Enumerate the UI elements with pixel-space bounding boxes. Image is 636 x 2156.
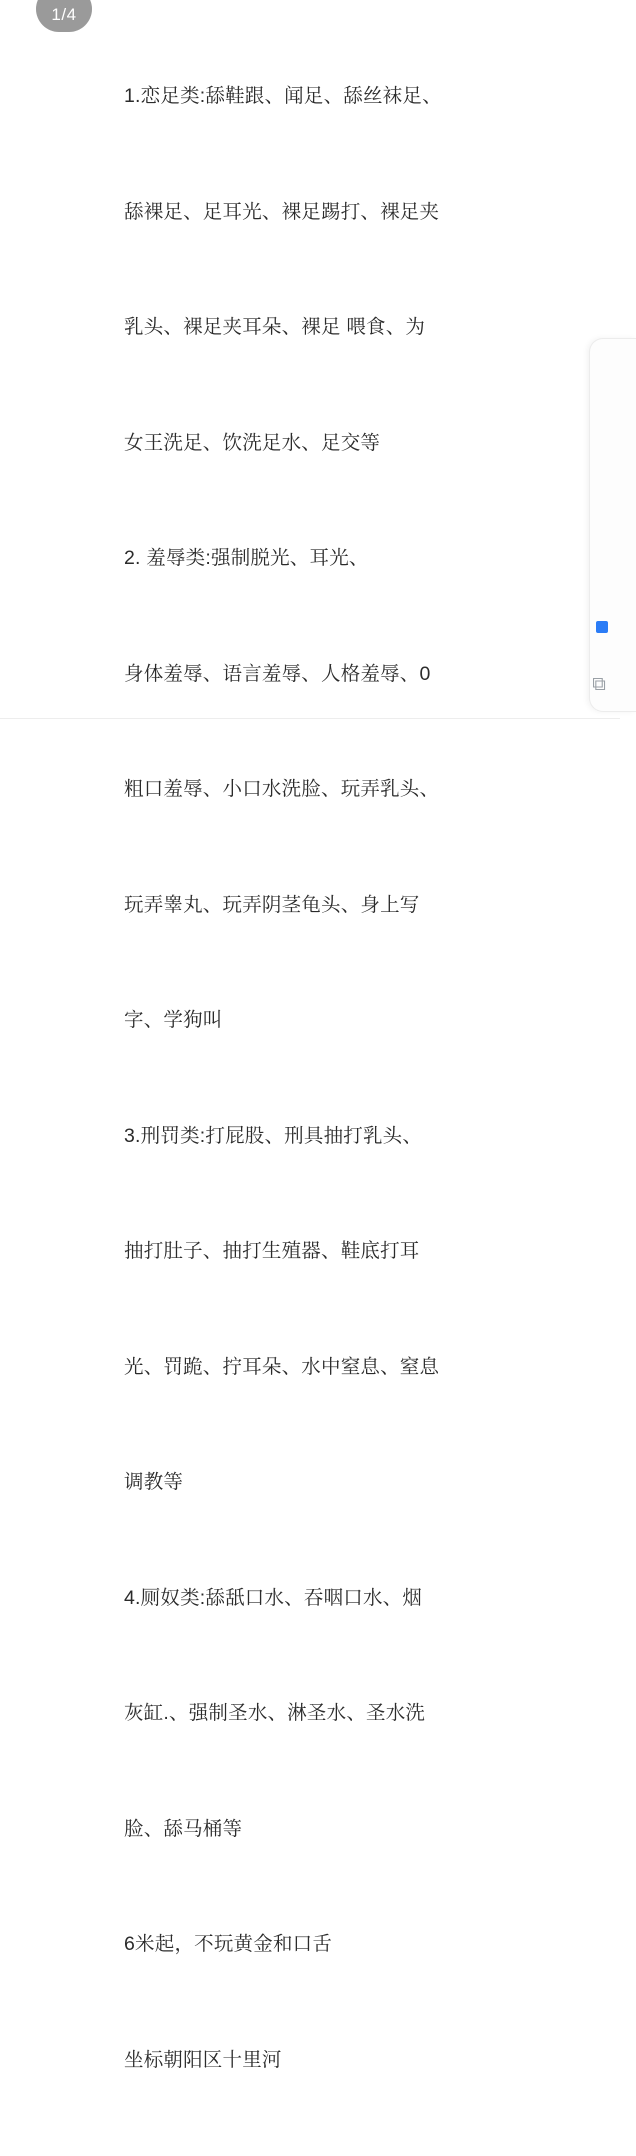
text-line: 身体羞辱、语言羞辱、人格羞辱、0: [124, 662, 431, 685]
text-line: 6米起，不玩黄金和口舌: [124, 1933, 333, 1955]
text-line: 抽打肚子、抽打生殖器、鞋底打耳: [124, 1240, 420, 1262]
text-line: 粗口羞辱、小口水洗脸、玩弄乳头、: [124, 778, 440, 800]
text-line: 舔裸足、足耳光、裸足踢打、裸足夹: [124, 200, 440, 223]
text-line: 灰缸.、强制圣水、淋圣水、圣水洗: [124, 1702, 426, 1724]
text-line: 调教等: [124, 1471, 184, 1493]
bottom-divider: [0, 718, 620, 719]
text-line: 3.刑罚类:打屁股、刑具抽打乳头、: [124, 1124, 423, 1147]
text-line: 脸、舔马桶等: [124, 1817, 243, 1840]
side-panel-indicator[interactable]: [596, 621, 608, 633]
text-line: 乳头、裸足夹耳朵、裸足 喂食、为: [124, 316, 426, 338]
text-line: 光、罚跪、拧耳朵、水中窒息、窒息: [124, 1355, 440, 1378]
document-text-body: [124, 0, 524, 2156]
text-line: 女王洗足、饮洗足水、足交等: [124, 431, 381, 454]
text-line: 1.恋足类:舔鞋跟、闻足、舔丝袜足、: [124, 85, 442, 107]
page-counter-badge: 1/4: [36, 0, 92, 32]
side-panel[interactable]: [589, 338, 636, 712]
text-line: 4.厕奴类:舔舐口水、吞咽口水、烟: [124, 1586, 423, 1609]
text-line: 字、学狗叫: [124, 1009, 223, 1031]
copy-icon[interactable]: ⧉: [592, 674, 606, 695]
text-line: 玩弄睾丸、玩弄阴茎龟头、身上写: [124, 893, 420, 916]
text-line: 2. 羞辱类:强制脱光、耳光、: [124, 547, 369, 569]
text-line: 坐标朝阳区十里河: [124, 2048, 282, 2071]
